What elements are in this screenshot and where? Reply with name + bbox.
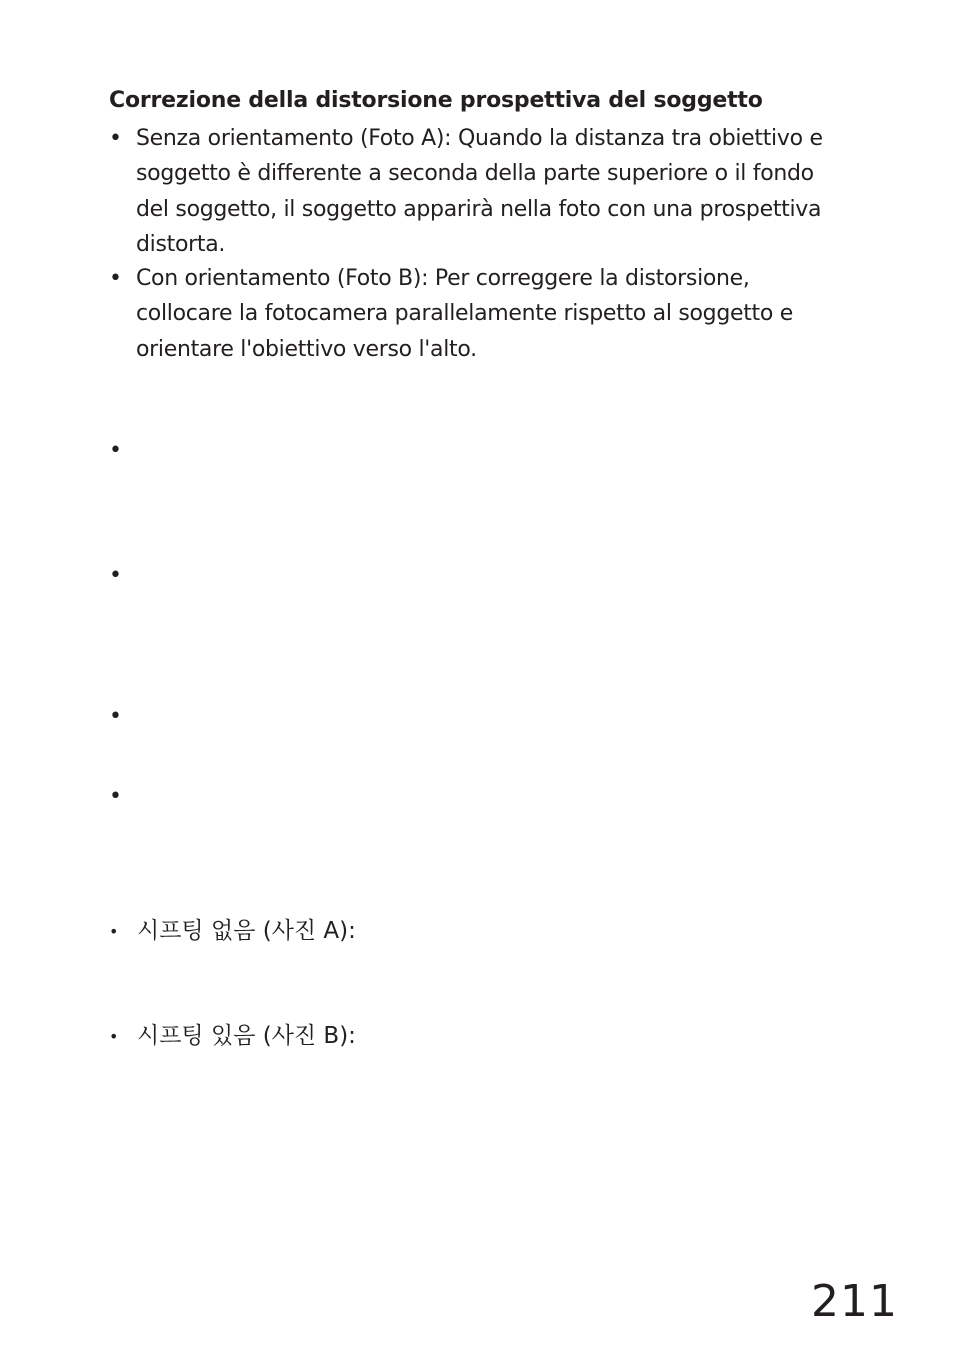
list-item-korean-with-shift bbox=[109, 1017, 356, 1050]
bullet-icon: • bbox=[109, 704, 122, 729]
bullet-icon: • bbox=[109, 438, 122, 463]
page-number: 211 bbox=[811, 1276, 898, 1327]
list-item-lead: Con orientamento (Foto B): bbox=[136, 266, 429, 291]
list-item-text: 시프팅 없음 (사진 A): bbox=[137, 918, 356, 944]
bullet-icon: • bbox=[109, 266, 122, 291]
list-item-text: Quando la distanza tra obiettivo e soggetto è differente a seconda della parte superiore o il fondo del soggetto, il soggetto apparirà nella foto con una prospettiva distorta. bbox=[136, 126, 823, 257]
bullet-icon: • bbox=[109, 126, 122, 151]
list-item-content bbox=[136, 121, 849, 262]
list-item-lead: Senza orientamento (Foto A): bbox=[136, 126, 452, 151]
list-item-korean-no-shift bbox=[109, 912, 356, 945]
list-item-text: 시프팅 있음 (사진 B): bbox=[137, 1023, 356, 1049]
bullet-icon: • bbox=[109, 563, 122, 588]
bullet-icon: • bbox=[109, 784, 122, 809]
list-item-text: Per correggere la distorsione, collocare la fotocamera parallelamente rispetto al soggetto e orientare l'obiettivo verso l'alto. bbox=[136, 266, 793, 362]
list-item-no-shift bbox=[109, 121, 849, 262]
bullet-icon: • bbox=[109, 1027, 119, 1046]
list-item-with-shift bbox=[109, 261, 849, 367]
list-item-content bbox=[136, 261, 849, 367]
section-title: Correzione della distorsione prospettiva del soggetto bbox=[109, 88, 763, 113]
bullet-icon: • bbox=[109, 922, 119, 941]
